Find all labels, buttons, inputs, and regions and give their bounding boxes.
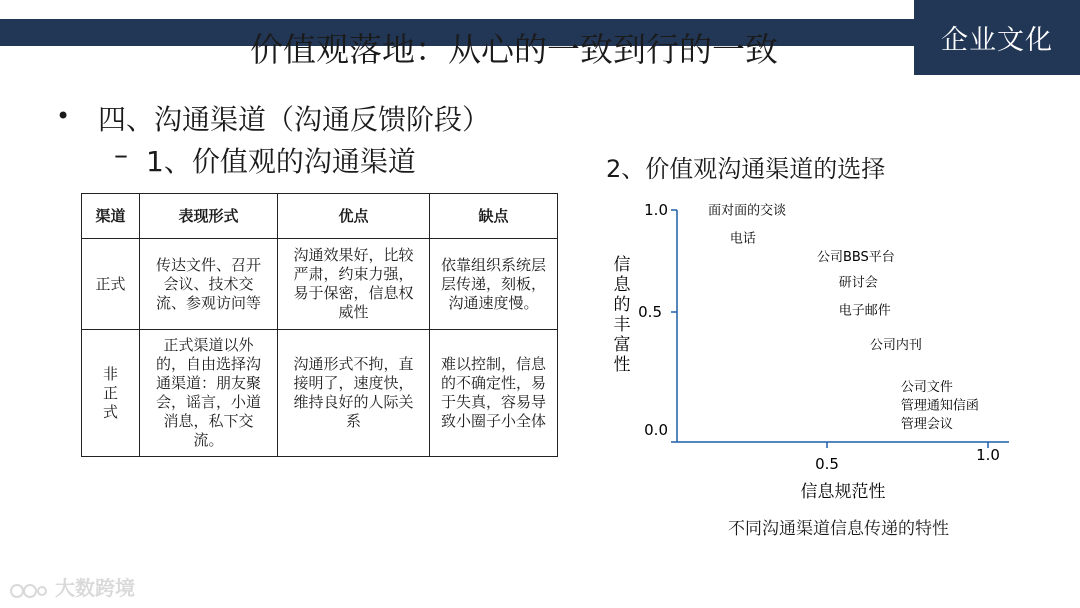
table-header-cell: 渠道 [82,194,140,239]
slide-title: 价值观落地：从心的一致到行的一致 [250,30,778,69]
point-label: 电话 [729,231,756,247]
chart-caption: 不同沟通渠道信息传递的特性 [728,519,949,539]
point-label: 管理通知信函 [900,398,979,414]
point-label: 研讨会 [838,275,878,291]
outline-level1: 四、沟通渠道（沟通反馈阶段） [98,103,491,136]
table-cell-channel: 非正式 [82,330,140,457]
x-axis-label: 信息规范性 [800,482,886,502]
outline-level2: 1、价值观的沟通渠道 [146,145,416,178]
point-label: 公司BBS平台 [816,250,895,266]
point-layer [708,203,979,432]
channel-scatter-chart [600,190,1020,510]
table-cell-cons: 难以控制，信息的不确定性，易于失真，容易导致小圈子小全体 [430,330,558,457]
y-tick-label: 0.0 [644,421,668,439]
table-cell-pros: 沟通效果好，比较严肃，约束力强，易于保密，信息权威性 [278,239,430,330]
table-header-cell: 表现形式 [140,194,278,239]
bullet-icon: • [56,102,71,130]
chart-heading: 2、价值观沟通渠道的选择 [606,155,886,183]
table-cell-pros: 沟通形式不拘，直接明了，速度快，维持良好的人际关系 [278,330,430,457]
watermark [8,572,135,601]
x-tick-label: 0.5 [815,455,839,473]
point-label: 面对面的交谈 [708,203,787,219]
table-header-cell: 缺点 [430,194,558,239]
dash-icon: – [114,138,128,171]
x-tick-label: 1.0 [976,446,1000,464]
y-tick-label: 1.0 [644,201,668,219]
table-cell-form: 正式渠道以外的，自由选择沟通渠道：朋友聚会，谣言，小道消息，私下交流。 [140,330,278,457]
point-label: 公司内刊 [869,338,922,354]
point-label: 电子邮件 [838,303,891,319]
point-label: 公司文件 [900,379,953,395]
table-row [82,239,558,330]
table-header-row [82,194,558,239]
watermark-text: 大数跨境 [54,576,135,600]
brand-label: 企业文化 [914,0,1080,75]
channels-table [81,193,558,457]
y-axis-label: 信息的丰富性 [613,255,631,375]
table-header-cell: 优点 [278,194,430,239]
table-cell-cons: 依靠组织系统层层传递，刻板，沟通速度慢。 [430,239,558,330]
table-cell-channel: 正式 [82,239,140,330]
point-label: 管理会议 [900,417,953,433]
y-tick-label: 0.5 [638,303,662,321]
table-row [82,330,558,457]
table-cell-form: 传达文件、召开会议、技术交流、参观访问等 [140,239,278,330]
watermark-logo-icon [8,579,48,601]
